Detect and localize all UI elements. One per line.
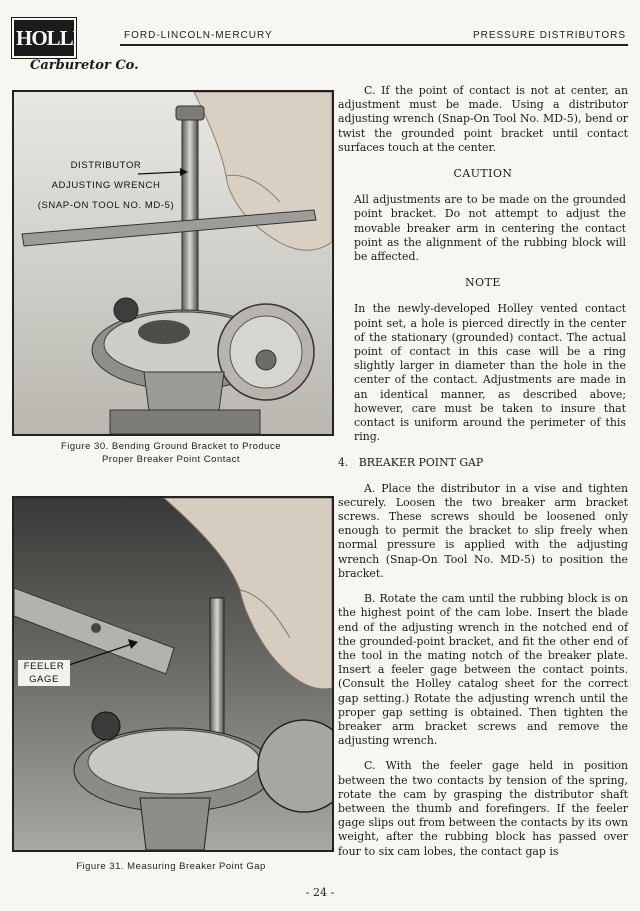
- figure-31-caption: Figure 31. Measuring Breaker Point Gap: [76, 861, 266, 872]
- note-text: In the newly-developed Holley vented contact point set, a hole is pierced directly in the center of the stationary (grounded) contact. The actual point of contact in this case will be a ring slightly larger in diameter than the hole in the center of the contact. Adjustments are made in an identical manner, as described above; however, care must be taken to insure that contact is uniform around the perimeter of this ring.: [354, 302, 626, 444]
- distributor-wrench-callout: [26, 156, 186, 216]
- logo-script-text: Carburetor Co.: [30, 58, 139, 73]
- feeler-gage-callout: [18, 660, 70, 686]
- logo-wordmark: HOLLEY: [14, 20, 74, 56]
- callout-line: (SNAP-ON TOOL NO. MD-5): [37, 200, 175, 211]
- callout-line: GAGE: [29, 674, 59, 685]
- caution-heading: CAUTION: [453, 167, 513, 181]
- figure-30-photo: [12, 90, 334, 436]
- caution-text: All adjustments are to be made on the grounded point bracket. Do not attempt to adjust the movable breaker arm in centering the contact point as the alignment of the rubbing block will be affected.: [354, 193, 626, 264]
- distributor-wrench-illustration: [14, 92, 332, 434]
- paragraph-c-contact: C. If the point of contact is not at center, an adjustment must be made. Using a distributor adjusting wrench (Snap-On Tool No. MD-5), bend or twist the grounded point bracket until contact surfaces touch at the center.: [338, 84, 628, 154]
- paragraph-c-feeler: C. With the feeler gage held in position between the two contacts by tension of the spring, rotate the cam by grasping the distributor shaft between the thumb and forefingers. If the feeler gage slips out from between the contacts by its own weight, after the rubbing block has passed over four to six cam lobes, the contact gap is: [338, 759, 628, 858]
- callout-line: DISTRIBUTOR: [70, 160, 142, 171]
- header-rule: [120, 44, 628, 46]
- caption-line: Proper Breaker Point Contact: [101, 454, 241, 465]
- paragraph-a-vise: A. Place the distributor in a vise and tighten securely. Loosen the two breaker arm bracket screws. These screws should be loosened only enough to permit the bracket to slip freely when normal pressure is applied with the adjusting wrench (Snap-On Tool No. MD-5) to position the bracket.: [338, 481, 628, 580]
- text-column: [338, 84, 628, 859]
- section-heading: 4. BREAKER POINT GAP: [338, 456, 484, 470]
- callout-line: ADJUSTING WRENCH: [51, 180, 161, 191]
- figure-30-caption: [12, 440, 330, 466]
- note-heading: NOTE: [465, 276, 501, 290]
- header-section-title: FORD-LINCOLN-MERCURY: [124, 30, 273, 41]
- caption-line: Figure 30. Bending Ground Bracket to Produce: [60, 441, 282, 452]
- header-chapter-title: PRESSURE DISTRIBUTORS: [472, 30, 626, 41]
- holley-logo: [10, 14, 139, 74]
- paragraph-b-rotate-cam: B. Rotate the cam until the rubbing block is on the highest point of the cam lobe. Insert the blade end of the adjusting wrench in the notched end of the grounded-point bracket, and fit the other end of the tool in the mating notch of the breaker plate. Insert a feeler gage between the contact points. (Consult the Holley catalog sheet for the correct gap setting.) Rotate the adjusting wrench until the proper gap setting is obtained. Then tighten the breaker arm bracket screws and remove the adjusting wrench.: [338, 592, 628, 748]
- figure-31-photo: [12, 496, 334, 852]
- callout-line: FEELER: [23, 661, 65, 672]
- page-number: - 24 -: [305, 886, 335, 899]
